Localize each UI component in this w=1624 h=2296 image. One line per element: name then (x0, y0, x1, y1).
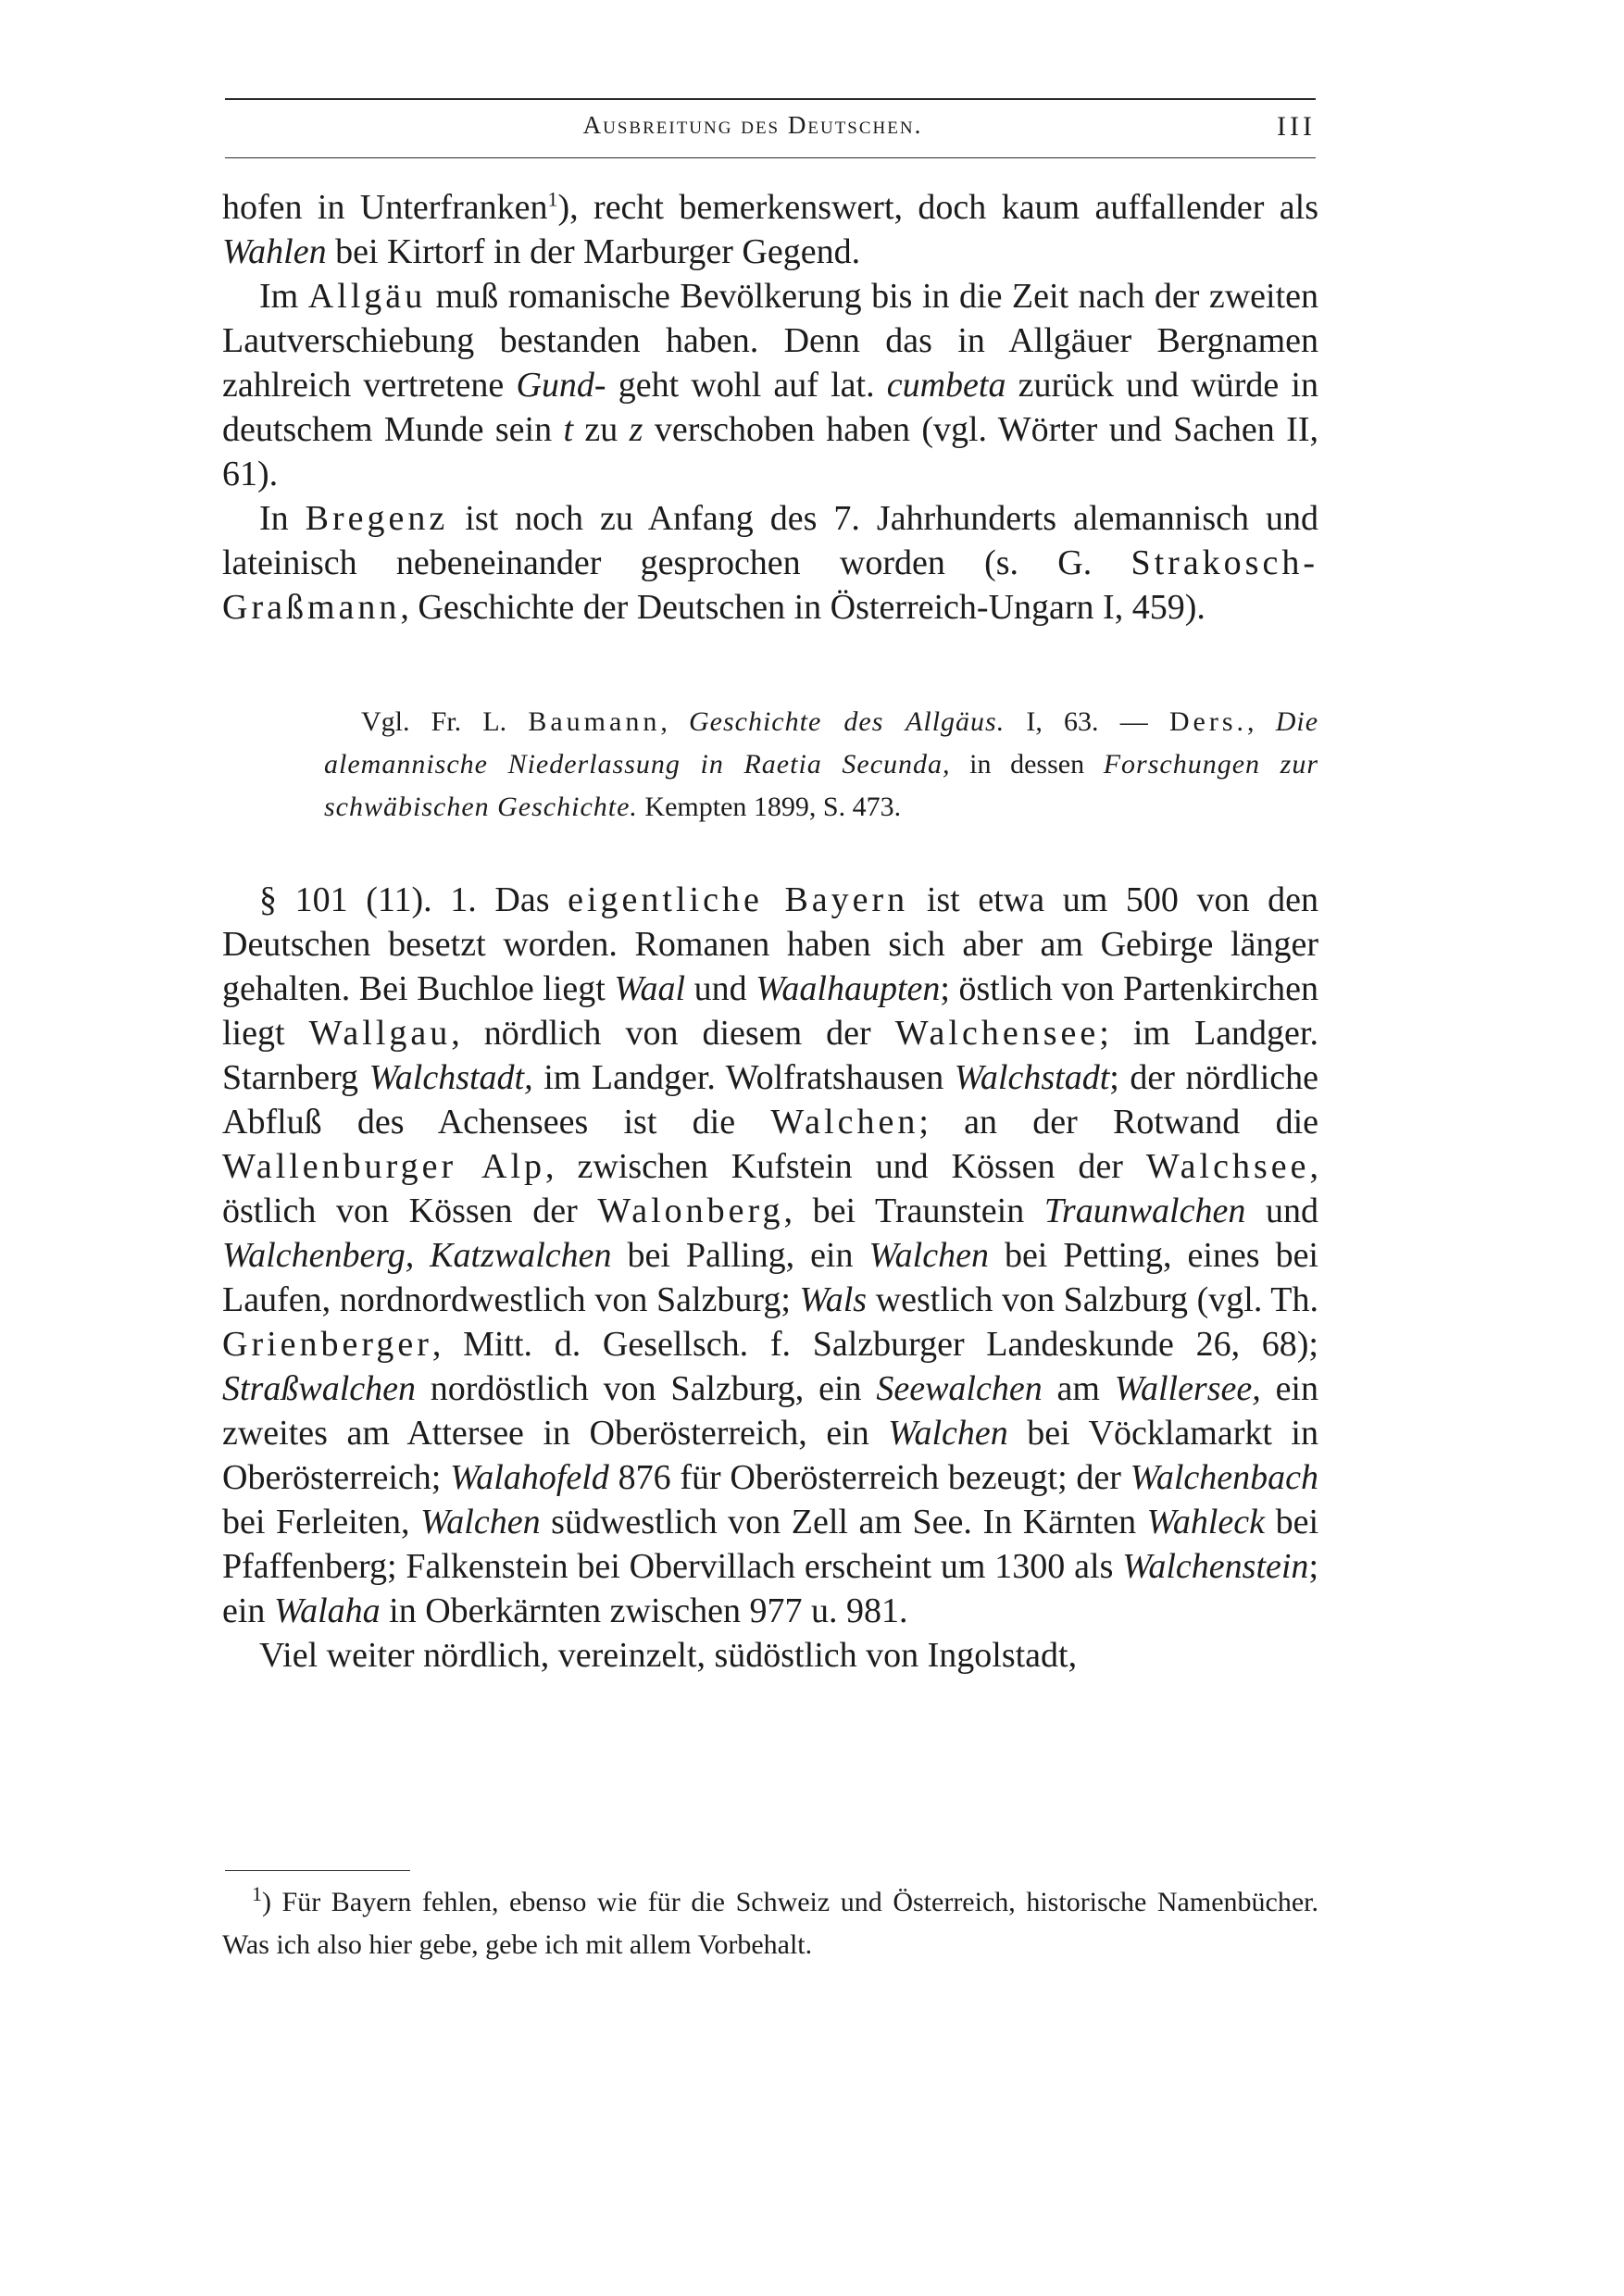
page-number: III (1277, 111, 1316, 142)
header-bottom-rule (225, 157, 1316, 158)
body-text-lower (222, 878, 1318, 1678)
running-head (225, 111, 1316, 148)
paragraph-ingolstadt: Viel weiter nördlich, vereinzelt, südöstlich von Ingolstadt, (259, 1636, 1078, 1675)
footnote: $^1$) Für Bayern fehlen, ebenso wie für die Schweiz und Österreich, historische Namenbücher. Was ich also hier gebe, gebe ich mit allem Vorbehalt. (222, 1882, 1318, 1960)
footnote-reference: 1 (547, 187, 558, 211)
bibliography-note: Vgl. Fr. L. Baumann, Geschichte des Allgäus. I, 63. — Ders., Die alemannische Niederlassung in Raetia Secunda, in dessen Forschungen zur schwäbischen Geschichte. Kempten 1899, S. 473. (324, 706, 1319, 822)
paragraph-allgaeu: Im Allgäu muß romanische Bevölkerung bis in die Zeit nach der zweiten Lautverschiebung bestanden haben. Denn das in Allgäuer Bergnamen zahlreich vertretene Gund- geht wohl auf lat. cumbeta zurück und würde in deutschem Munde sein t zu z verschoben haben (vgl. Wörter und Sachen II, 61). (222, 277, 1319, 493)
paragraph-bregenz: In Bregenz ist noch zu Anfang des 7. Jahrhunderts alemannisch und lateinisch nebeneinander gesprochen worden (s. G. Strakosch-Graßmann, Geschichte der Deutschen in Österreich-Ungarn I, 459). (222, 499, 1318, 627)
footnote-rule (225, 1870, 410, 1871)
paragraph-section-101: § 101 (11). 1. Das eigentliche Bayern ist etwa um 500 von den Deutschen besetzt worden. Romanen haben sich aber am Gebirge länger gehalten. Bei Buchloe liegt Waal und Waalhaupten; östlich von Partenkirchen liegt Wallgau, nördlich von diesem der Walchensee; im Landger. Starnberg Walchstadt, im Landger. Wolfratshausen Walchstadt; der nördliche Abfluß des Achensees ist die Walchen; an der Rotwand die Wallenburger Alp, zwischen Kufstein und Kössen der Walchsee, östlich von Kössen der Walonberg, bei Traunstein Traunwalchen und Walchenberg, Katzwalchen bei Palling, ein Walchen bei Petting, eines bei Laufen, nordnordwestlich von Salzburg; Wals westlich von Salzburg (vgl. Th. Grienberger, Mitt. d. Gesellsch. f. Salzburger Landeskunde 26, 68); Straßwalchen nordöstlich von Salzburg, ein Seewalchen am Wallersee, ein zweites am Attersee in Oberösterreich, ein Walchen bei Vöcklamarkt in Oberösterreich; Walahofeld 876 für Oberösterreich bezeugt; der Walchenbach bei Ferleiten, Walchen südwestlich von Zell am See. In Kärnten Wahleck bei Pfaffenberg; Falkenstein bei Obervillach erscheint um 1300 als Walchenstein; ein Walaha in Oberkärnten zwischen 977 u. 981. (222, 880, 1319, 1630)
body-text-upper (222, 185, 1318, 630)
header-top-rule (225, 98, 1316, 100)
running-title: Ausbreitung des Deutschen. (582, 111, 923, 139)
paragraph-continuation: hofen in Unterfranken$^1$), recht bemerkenswert, doch kaum auffallender als Wahlen bei Kirtorf in der Marburger Gegend. (222, 187, 1319, 271)
footnote-mark: 1 (252, 1882, 262, 1905)
